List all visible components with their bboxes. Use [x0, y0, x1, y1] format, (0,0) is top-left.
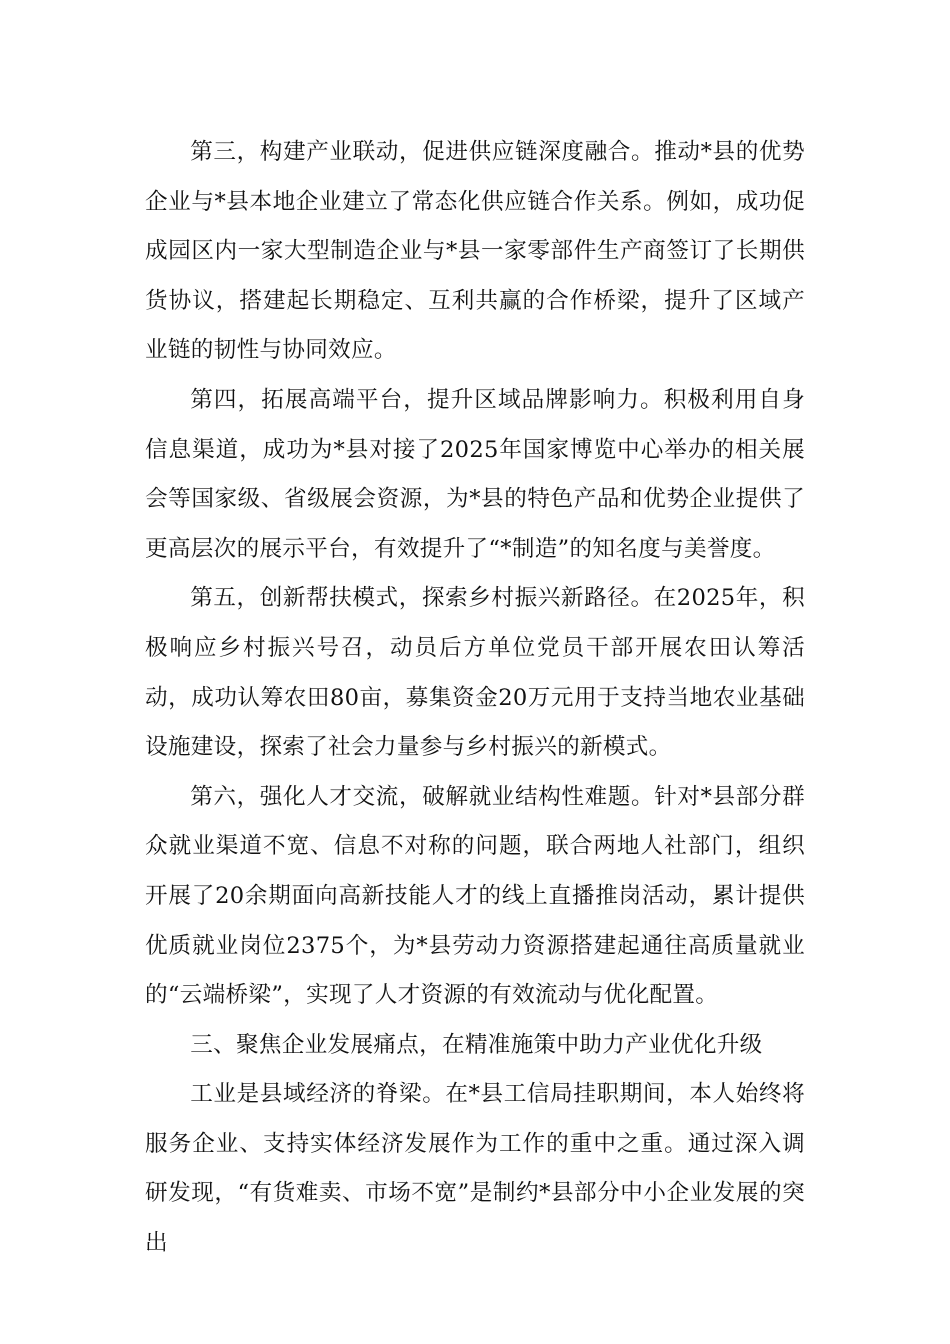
- paragraph-industry: 工业是县域经济的脊梁。在*县工信局挂职期间，本人始终将服务企业、支持实体经济发展作为工作的重中之重。通过深入调研发现，“有货难卖、市场不宽”是制约*县部分中小企业发展的突出: [145, 1081, 805, 1257]
- section-heading: 三、聚焦企业发展痛点，在精准施策中助力产业优化升级: [190, 1031, 763, 1058]
- paragraph-talent-exchange: 第六，强化人才交流，破解就业结构性难题。针对*县部分群众就业渠道不宽、信息不对称的问题，联合两地人社部门，组织开展了20余期面向高新技能人才的线上直播推岗活动，累计提供优质就业岗位2375个，为*县劳动力资源搭建起通往高质量就业的“云端桥梁”，实现了人才资源的有效流动与优化配置。: [145, 783, 805, 1009]
- document-page: [145, 128, 805, 1269]
- paragraph-supply-chain: 第三，构建产业联动，促进供应链深度融合。推动*县的优势企业与*县本地企业建立了常态化供应链合作关系。例如，成功促成园区内一家大型制造企业与*县一家零部件生产商签订了长期供货协议，搭建起长期稳定、互利共赢的合作桥梁，提升了区域产业链的韧性与协同效应。: [145, 139, 805, 364]
- paragraph-platform: 第四，拓展高端平台，提升区域品牌影响力。积极利用自身信息渠道，成功为*县对接了2025年国家博览中心举办的相关展会等国家级、省级展会资源，为*县的特色产品和优势企业提供了更高层次的展示平台，有效提升了“*制造”的知名度与美誉度。: [145, 386, 805, 562]
- paragraph-rural-revitalization: 第五，创新帮扶模式，探索乡村振兴新路径。在2025年，积极响应乡村振兴号召，动员后方单位党员干部开展农田认筹活动，成功认筹农田80亩，募集资金20万元用于支持当地农业基础设施建设，探索了社会力量参与乡村振兴的新模式。: [145, 585, 805, 761]
